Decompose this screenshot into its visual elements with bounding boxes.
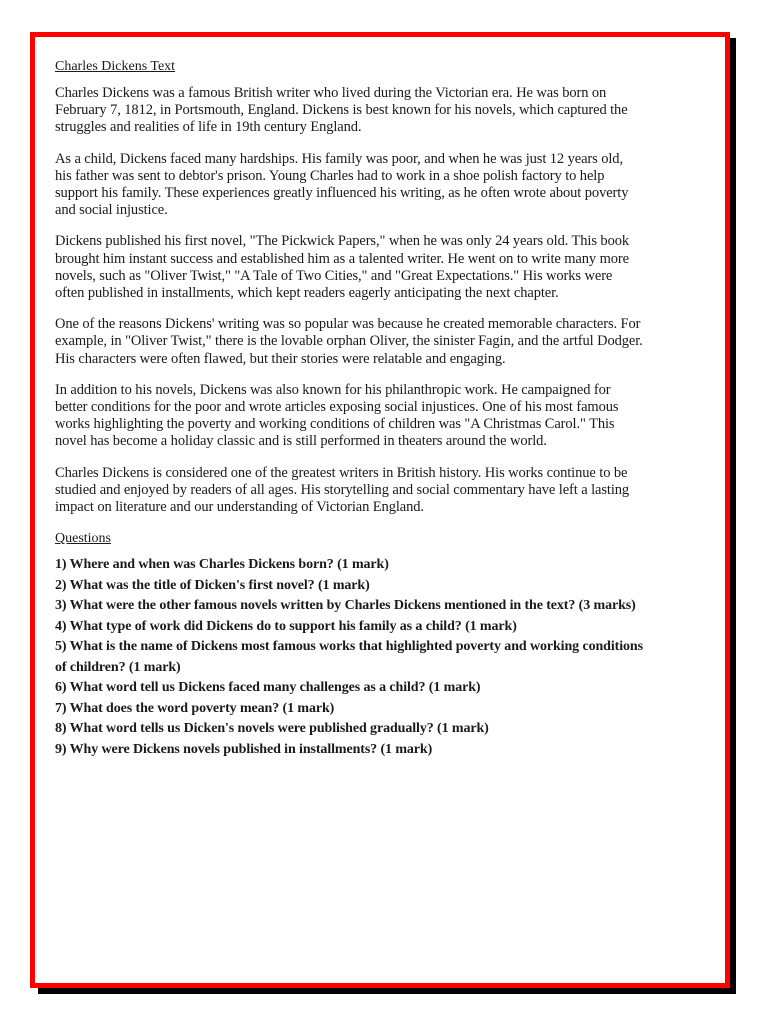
paragraph-philanthropy: In addition to his novels, Dickens was also known for his philanthropic work. He campaigned for better conditions for the poor and wrote articles exposing social injustices. One of his most famous works highlighting the poverty and working conditions of children was "A Christmas Carol." This novel has become a holiday classic and is still performed in theaters around the world. bbox=[55, 381, 619, 450]
paragraph-legacy: Charles Dickens is considered one of the greatest writers in British history. His works continue to be studied and enjoyed by readers of all ages. His storytelling and social commentary have left a lasting impact on literature and our understanding of Victorian England. bbox=[55, 464, 630, 516]
question-item: 7) What does the word poverty mean? (1 mark) bbox=[55, 700, 335, 716]
questions-list bbox=[55, 555, 643, 760]
paragraph-first-novel: Dickens published his first novel, "The Pickwick Papers," when he was only 24 years old. This book brought him instant success and established him as a talented writer. He went on to write many more novels, such as "Oliver Twist," "A Tale of Two Cities," and "Great Expectations." His works were often published in installments, which kept readers eagerly anticipating the next chapter. bbox=[55, 233, 630, 302]
paragraph-characters: One of the reasons Dickens' writing was so popular was because he created memorable characters. For example, in "Oliver Twist," there is the lovable orphan Oliver, the sinister Fagin, and the artful Dodger. His characters were often flawed, but their stories were relatable and engaging. bbox=[55, 316, 643, 367]
question-item: 1) Where and when was Charles Dickens born? (1 mark) bbox=[55, 557, 389, 573]
question-item: 3) What were the other famous novels written by Charles Dickens mentioned in the text? (3 marks) bbox=[55, 598, 636, 614]
question-item: 2) What was the title of Dicken's first novel? (1 mark) bbox=[55, 577, 370, 593]
document-title: Charles Dickens Text bbox=[55, 59, 176, 74]
paragraph-childhood: As a child, Dickens faced many hardships. His family was poor, and when he was just 12 years old, his father was sent to debtor's prison. Young Charles had to work in a shoe polish factory to help support his family. These experiences greatly influenced his writing, as he often wrote about poverty and social injustice. bbox=[55, 150, 629, 219]
question-item: 9) Why were Dickens novels published in installments? (1 mark) bbox=[55, 741, 433, 757]
document-content bbox=[55, 58, 643, 760]
question-item: of children? (1 mark) bbox=[55, 659, 181, 675]
question-item: 6) What word tell us Dickens faced many challenges as a child? (1 mark) bbox=[55, 680, 481, 696]
question-item: 8) What word tells us Dicken's novels were published gradually? (1 mark) bbox=[55, 721, 489, 737]
questions-title: Questions bbox=[55, 531, 111, 547]
question-item: 4) What type of work did Dickens do to support his family as a child? (1 mark) bbox=[55, 618, 517, 634]
question-item: 5) What is the name of Dickens most famous works that highlighted poverty and working conditions bbox=[55, 639, 643, 655]
paragraph-birth: Charles Dickens was a famous British writer who lived during the Victorian era. He was born on February 7, 1812, in Portsmouth, England. Dickens is best known for his novels, which captured the struggles and realities of life in 19th century England. bbox=[55, 85, 628, 136]
